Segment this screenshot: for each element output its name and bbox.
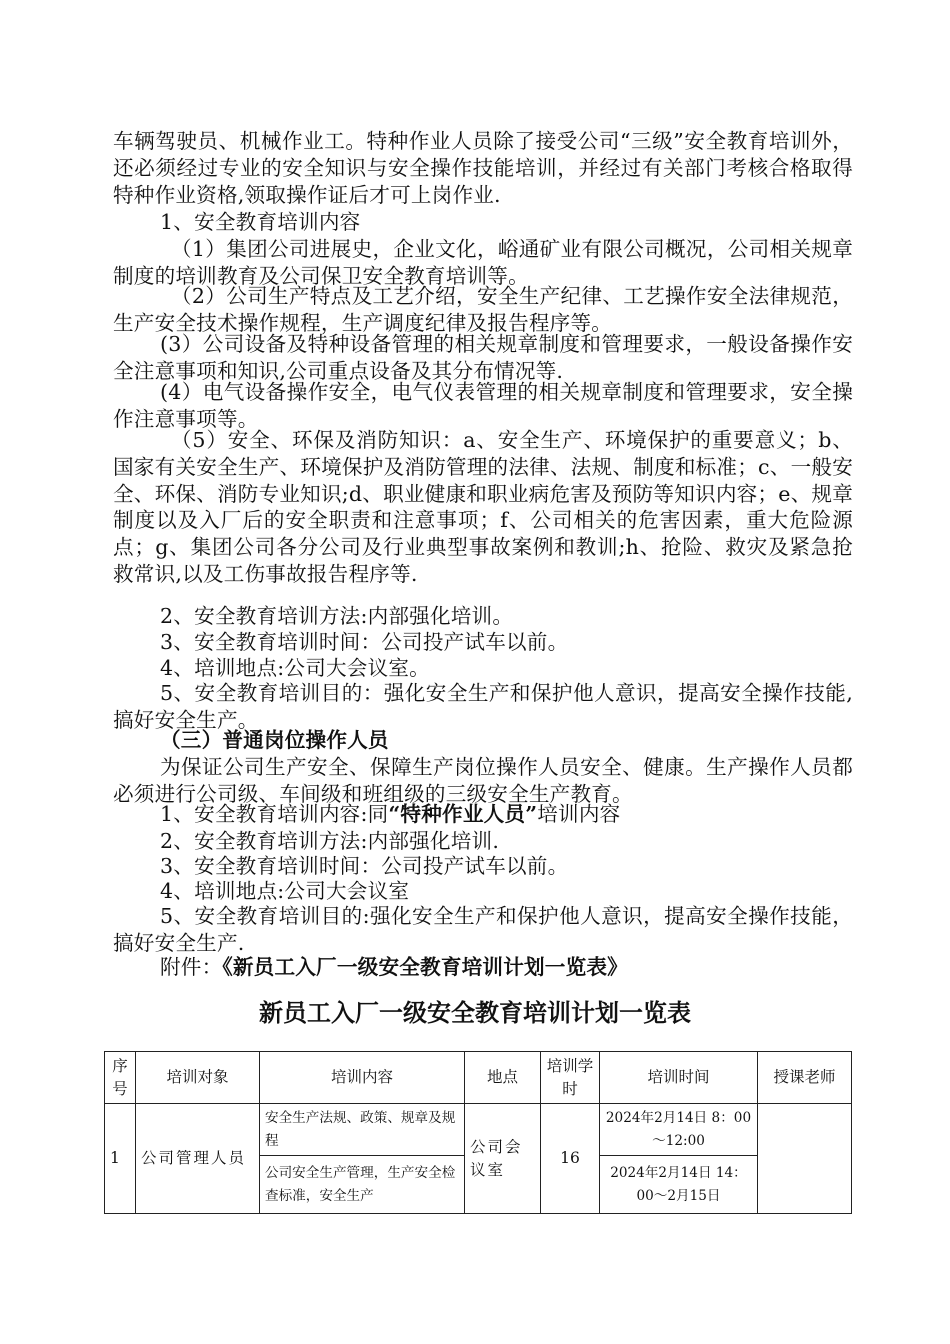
cell-target: 公司管理人员: [136, 1104, 260, 1214]
paragraph-training-method: 2、安全教育培训方法:内部强化培训。: [160, 604, 514, 628]
paragraph-training-goal: 5、安全教育培训目的：强化安全生产和保护他人意识，提高安全操作技能,搞好安全生产。: [113, 681, 853, 732]
cell-teacher: [758, 1104, 852, 1214]
attachment-label: 附件：: [160, 955, 223, 979]
header-index: 序号: [105, 1052, 136, 1104]
cell-time: 2024年2月14日 14：00～2月15日: [600, 1156, 758, 1214]
paragraph-general-method: 2、安全教育培训方法:内部强化培训.: [160, 829, 500, 853]
general-content-suffix: 培训内容: [537, 802, 621, 826]
cell-content: 公司安全生产管理，生产安全检查标准，安全生产: [260, 1156, 465, 1214]
paragraph-general-location: 4、培训地点:公司大会议室: [160, 879, 410, 903]
header-teacher: 授课老师: [758, 1052, 852, 1104]
header-location: 地点: [465, 1052, 541, 1104]
general-content-prefix: 1、安全教育培训内容:同: [160, 802, 389, 826]
cell-index: 1: [105, 1104, 136, 1214]
header-content: 培训内容: [260, 1052, 465, 1104]
cell-content: 安全生产法规、政策、规章及规程: [260, 1104, 465, 1156]
header-hours: 培训学时: [541, 1052, 600, 1104]
heading-training-content: 1、安全教育培训内容: [160, 210, 361, 234]
section-heading-general-operators: （三）普通岗位操作人员: [160, 728, 389, 752]
paragraph-item-4: (4）电气设备操作安全，电气仪表管理的相关规章制度和管理要求，安全操作注意事项等。: [113, 380, 853, 431]
paragraph-training-location: 4、培训地点:公司大会议室。: [160, 656, 430, 680]
special-workers-reference: “特种作业人员”: [388, 802, 538, 826]
cell-location: 公司会议室: [465, 1104, 541, 1214]
paragraph-attachment: [113, 954, 853, 981]
paragraph-general-content: [113, 801, 853, 828]
paragraph-general-time: 3、安全教育培训时间：公司投产试车以前。: [160, 854, 569, 878]
table-row: [105, 1104, 852, 1156]
paragraph-general-operators-intro: 为保证公司生产安全、保障生产岗位操作人员安全、健康。生产操作人员都必须进行公司级、车间级和班组级的三级安全生产教育。: [113, 755, 853, 806]
paragraph-item-2: （2）公司生产特点及工艺介绍，安全生产纪律、工艺操作安全法律规范，生产安全技术操作规程，生产调度纪律及报告程序等。: [113, 284, 853, 335]
paragraph-training-time: 3、安全教育培训时间：公司投产试车以前。: [160, 630, 569, 654]
table-title: 新员工入厂一级安全教育培训计划一览表: [259, 999, 691, 1027]
paragraph-item-5: （5）安全、环保及消防知识：a、安全生产、环境保护的重要意义；b、国家有关安全生产、环境保护及消防管理的法律、法规、制度和标准；c、一般安全、环保、消防专业知识;d、职业健康和职业病危害及预防等知识内容；e、规章制度以及入厂后的安全职责和注意事项；f、公司相关的危害因素，重大危险源点；g、集团公司各分公司及行业典型事故案例和教训;h、抢险、救灾及紧急抢救常识,以及工伤事故报告程序等.: [113, 428, 853, 586]
paragraph-special-workers-intro: 车辆驾驶员、机械作业工。特种作业人员除了接受公司“三级”安全教育培训外，还必须经过专业的安全知识与安全操作技能培训，并经过有关部门考核合格取得特种作业资格,领取操作证后才可上岗作业.: [113, 129, 853, 207]
table-header-row: [105, 1052, 852, 1104]
paragraph-item-3: (3）公司设备及特种设备管理的相关规章制度和管理要求，一般设备操作安全注意事项和知识,公司重点设备及其分布情况等.: [113, 332, 853, 383]
training-plan-table: [104, 1051, 852, 1214]
header-target: 培训对象: [136, 1052, 260, 1104]
paragraph-general-goal: 5、安全教育培训目的:强化安全生产和保护他人意识，提高安全操作技能，搞好安全生产.: [113, 904, 853, 955]
header-time: 培训时间: [600, 1052, 758, 1104]
paragraph-item-1: （1）集团公司进展史，企业文化，峪通矿业有限公司概况，公司相关规章制度的培训教育及公司保卫安全教育培训等。: [113, 237, 853, 288]
cell-hours: 16: [541, 1104, 600, 1214]
cell-time: 2024年2月14日 8：00～12:00: [600, 1104, 758, 1156]
attachment-title: 《新员工入厂一级安全教育培训计划一览表》: [222, 955, 628, 979]
